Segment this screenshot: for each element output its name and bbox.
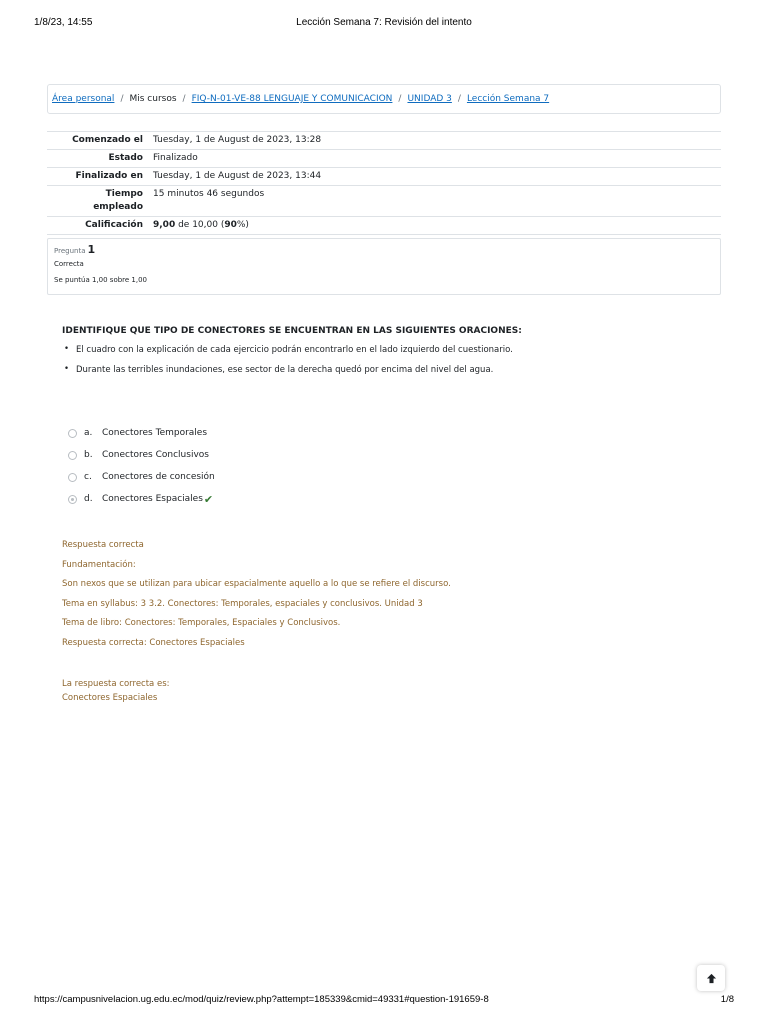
answer-option-d[interactable] [68, 488, 215, 510]
breadcrumb-separator: / [120, 94, 124, 104]
right-answer-label: La respuesta correcta es: [62, 679, 170, 689]
breadcrumb-separator: / [457, 94, 461, 104]
breadcrumb-link-leccion[interactable]: Lección Semana 7 [466, 94, 550, 104]
grade-mid: de 10,00 ( [175, 220, 225, 230]
breadcrumb-link-course[interactable]: FIQ-N-01-VE-88 LENGUAJE Y COMUNICACION [191, 94, 393, 104]
feedback-line: Respuesta correcta [62, 540, 144, 550]
attempt-summary-table [47, 131, 721, 235]
breadcrumb [47, 84, 721, 114]
question-prefix: Pregunta [54, 247, 86, 255]
question-number [54, 243, 714, 256]
list-item: • Durante las terribles inundaciones, ese sector de la derecha quedó por encima del nivel del agua. [62, 365, 722, 375]
feedback-line: Respuesta correcta: Conectores Espaciales [62, 637, 245, 648]
summary-row-time [47, 186, 721, 217]
grade-end: %) [236, 220, 249, 230]
grade-percent: 90 [224, 220, 237, 230]
question-state: Correcta [54, 260, 84, 268]
sentence-list [62, 345, 722, 375]
print-footer [0, 994, 768, 1008]
grade-score: 9,00 [153, 220, 176, 230]
question-heading: IDENTIFIQUE QUE TIPO DE CONECTORES SE ENCUENTRAN EN LAS SIGUIENTES ORACIONES: [62, 326, 522, 336]
question-text [62, 326, 722, 385]
answer-option-a[interactable] [68, 422, 215, 444]
summary-value [147, 217, 255, 234]
summary-label-line: empleado [93, 202, 143, 212]
feedback-line: Tema de libro: Conectores: Temporales, Espaciales y Conclusivos. [62, 618, 341, 629]
back-to-top-button[interactable] [697, 965, 725, 991]
summary-row-started [47, 132, 721, 150]
summary-label: Comenzado el [72, 135, 143, 145]
feedback-block [62, 540, 451, 658]
summary-value: 15 minutos 46 segundos [153, 189, 265, 199]
summary-label: Estado [108, 153, 143, 163]
question-number-value: 1 [87, 243, 96, 256]
option-text: Conectores de concesión [102, 472, 215, 482]
question-grade: Se puntúa 1,00 sobre 1,00 [54, 276, 148, 284]
answer-option-c[interactable] [68, 466, 215, 488]
option-text: Conectores Espaciales [102, 494, 203, 504]
answer-option-b[interactable] [68, 444, 215, 466]
summary-label: Finalizado en [75, 171, 143, 181]
summary-label: Calificación [85, 220, 143, 230]
summary-value: Tuesday, 1 de August de 2023, 13:44 [153, 171, 322, 181]
list-item: • El cuadro con la explicación de cada ejercicio podrán encontrarlo en el lado izquierdo del cuestionario. [62, 345, 722, 355]
breadcrumb-item-mis-cursos: Mis cursos [129, 94, 177, 104]
option-letter: d. [84, 494, 93, 504]
print-title: Lección Semana 7: Revisión del intento [296, 17, 472, 28]
option-letter: a. [84, 428, 93, 438]
breadcrumb-link-unidad[interactable]: UNIDAD 3 [407, 94, 452, 104]
print-url: https://campusnivelacion.ug.edu.ec/mod/quiz/review.php?attempt=185339&cmid=49331#question-191659-8 [34, 994, 489, 1005]
summary-label-line: Tiempo [105, 189, 143, 199]
option-text: Conectores Temporales [102, 428, 208, 438]
radio-icon[interactable] [68, 473, 77, 482]
radio-icon[interactable] [68, 451, 77, 460]
print-datetime: 1/8/23, 14:55 [34, 17, 93, 28]
breadcrumb-link-area-personal[interactable]: Área personal [52, 94, 115, 104]
answer-options [68, 422, 215, 510]
option-letter: c. [84, 472, 92, 482]
arrow-up-icon [706, 973, 717, 984]
check-icon: ✔ [203, 492, 214, 506]
option-text: Conectores Conclusivos [102, 450, 209, 460]
breadcrumb-separator: / [182, 94, 186, 104]
summary-value: Tuesday, 1 de August de 2023, 13:28 [153, 135, 322, 145]
feedback-line: Fundamentación: [62, 559, 136, 570]
summary-row-finished [47, 168, 721, 186]
radio-icon[interactable] [68, 429, 77, 438]
question-info-box [47, 238, 721, 295]
right-answer-value: Conectores Espaciales [62, 693, 158, 703]
right-answer-block [62, 677, 170, 705]
option-letter: b. [84, 450, 93, 460]
radio-selected-icon[interactable] [68, 495, 77, 504]
feedback-line: Tema en syllabus: 3 3.2. Conectores: Temporales, espaciales y conclusivos. Unidad 3 [62, 598, 423, 609]
breadcrumb-separator: / [398, 94, 402, 104]
summary-row-grade [47, 217, 721, 235]
summary-value: Finalizado [153, 153, 198, 163]
print-header [0, 17, 768, 31]
summary-label [47, 186, 147, 216]
feedback-line: Son nexos que se utilizan para ubicar espacialmente aquello a lo que se refiere el discurso. [62, 579, 451, 590]
summary-row-state [47, 150, 721, 168]
print-page-number: 1/8 [720, 994, 734, 1005]
